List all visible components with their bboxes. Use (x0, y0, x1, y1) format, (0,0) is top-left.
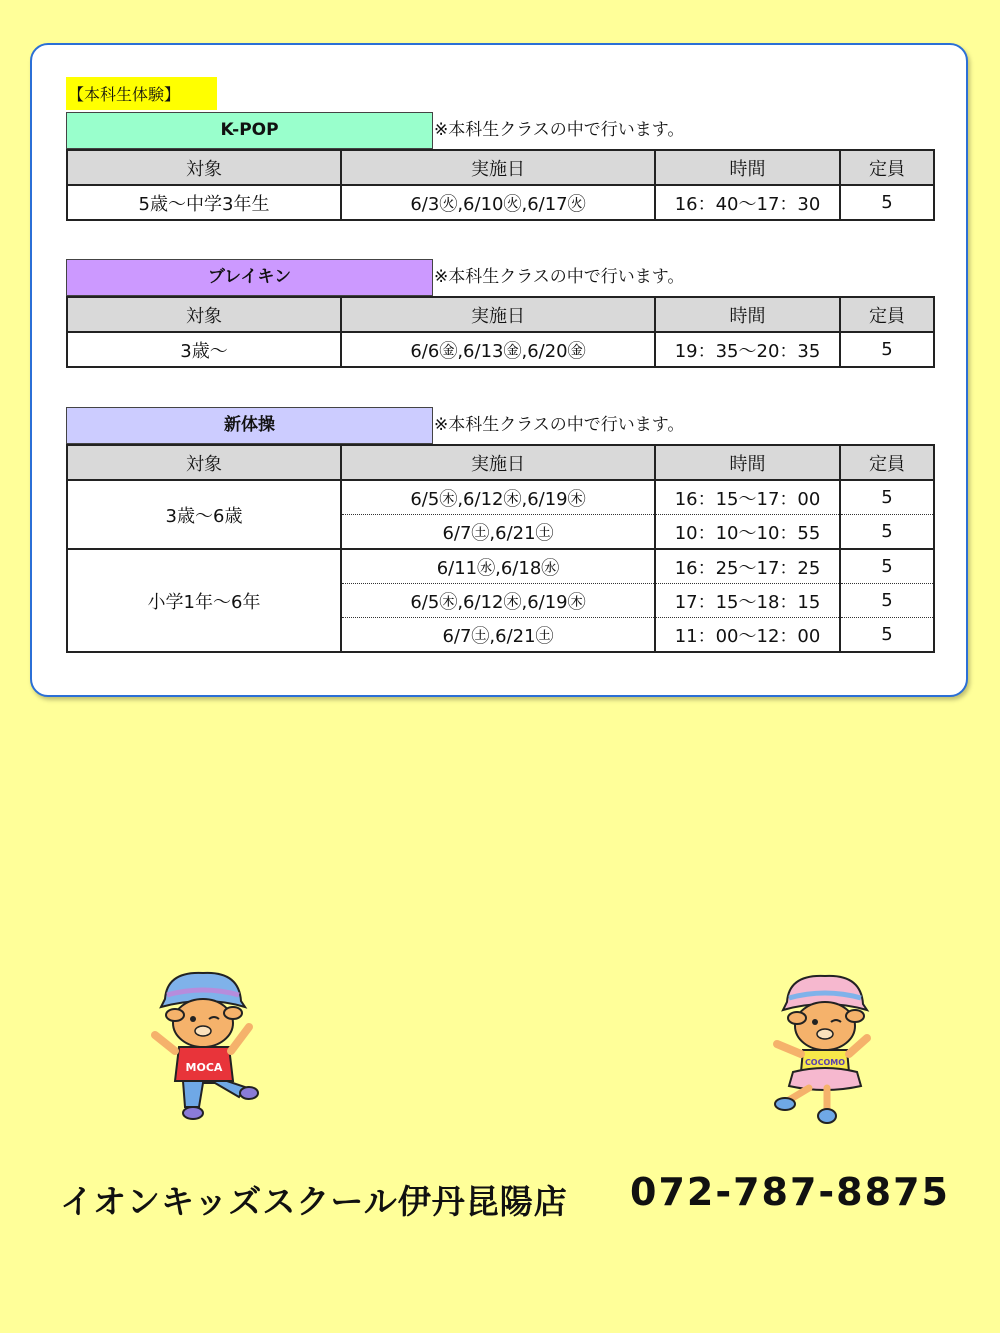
header-target: 対象 (67, 445, 341, 480)
school-name: イオンキッズスクール伊丹昆陽店 (60, 1182, 568, 1221)
table-header-row (67, 150, 934, 185)
cell-time: 17：15～18：15 (655, 584, 840, 618)
cell-dates: 6/7㊏,6/21㊏ (341, 515, 655, 550)
cell-target: 5歳～中学3年生 (67, 185, 341, 220)
cell-dates: 6/6㊎,6/13㊎,6/20㊎ (341, 332, 655, 367)
cell-target: 小学1年～6年 (67, 549, 341, 652)
cell-capacity: 5 (840, 618, 934, 653)
header-capacity: 定員 (840, 150, 934, 185)
cell-target: 3歳～6歳 (67, 480, 341, 549)
cell-time: 11：00～12：00 (655, 618, 840, 653)
kpop-table (66, 149, 935, 221)
cell-capacity: 5 (840, 549, 934, 584)
cell-capacity: 5 (840, 515, 934, 550)
kpop-title: K-POP (66, 112, 433, 149)
breakin-table (66, 296, 935, 368)
cocomo-shirt-text: COCOMO (804, 1058, 846, 1067)
cell-time: 16：25～17：25 (655, 549, 840, 584)
header-dates: 実施日 (341, 150, 655, 185)
breakin-title: ブレイキン (66, 259, 433, 296)
gym-table (66, 444, 935, 653)
header-dates: 実施日 (341, 445, 655, 480)
header-target: 対象 (67, 150, 341, 185)
table-row (67, 549, 934, 584)
breakin-note: ※本科生クラスの中で行います。 (434, 267, 685, 287)
header-dates: 実施日 (341, 297, 655, 332)
header-time: 時間 (655, 297, 840, 332)
table-header-row (67, 297, 934, 332)
table-row (67, 332, 934, 367)
gym-note: ※本科生クラスの中で行います。 (434, 415, 685, 435)
cell-time: 10：10～10：55 (655, 515, 840, 550)
header-target: 対象 (67, 297, 341, 332)
cell-dates: 6/11㊌,6/18㊌ (341, 549, 655, 584)
table-row (67, 480, 934, 515)
cell-capacity: 5 (840, 332, 934, 367)
mascot-cocomo (765, 968, 885, 1128)
kpop-note: ※本科生クラスの中で行います。 (434, 120, 685, 140)
table-row (67, 185, 934, 220)
section-label: 【本科生体験】 (66, 77, 217, 110)
cell-time: 19：35～20：35 (655, 332, 840, 367)
cell-time: 16：15～17：00 (655, 480, 840, 515)
cell-dates: 6/5㊍,6/12㊍,6/19㊍ (341, 480, 655, 515)
moca-shirt-text: MOCA (185, 1061, 223, 1074)
cell-dates: 6/5㊍,6/12㊍,6/19㊍ (341, 584, 655, 618)
header-time: 時間 (655, 150, 840, 185)
cell-target: 3歳～ (67, 332, 341, 367)
header-capacity: 定員 (840, 445, 934, 480)
phone-number: 072-787-8875 (630, 1170, 950, 1214)
header-capacity: 定員 (840, 297, 934, 332)
gym-title: 新体操 (66, 407, 433, 444)
cell-dates: 6/3㊋,6/10㊋,6/17㊋ (341, 185, 655, 220)
cell-capacity: 5 (840, 480, 934, 515)
header-time: 時間 (655, 445, 840, 480)
cell-dates: 6/7㊏,6/21㊏ (341, 618, 655, 653)
table-header-row (67, 445, 934, 480)
cell-capacity: 5 (840, 584, 934, 618)
mascot-moca (145, 965, 265, 1125)
cell-time: 16：40～17：30 (655, 185, 840, 220)
cell-capacity: 5 (840, 185, 934, 220)
